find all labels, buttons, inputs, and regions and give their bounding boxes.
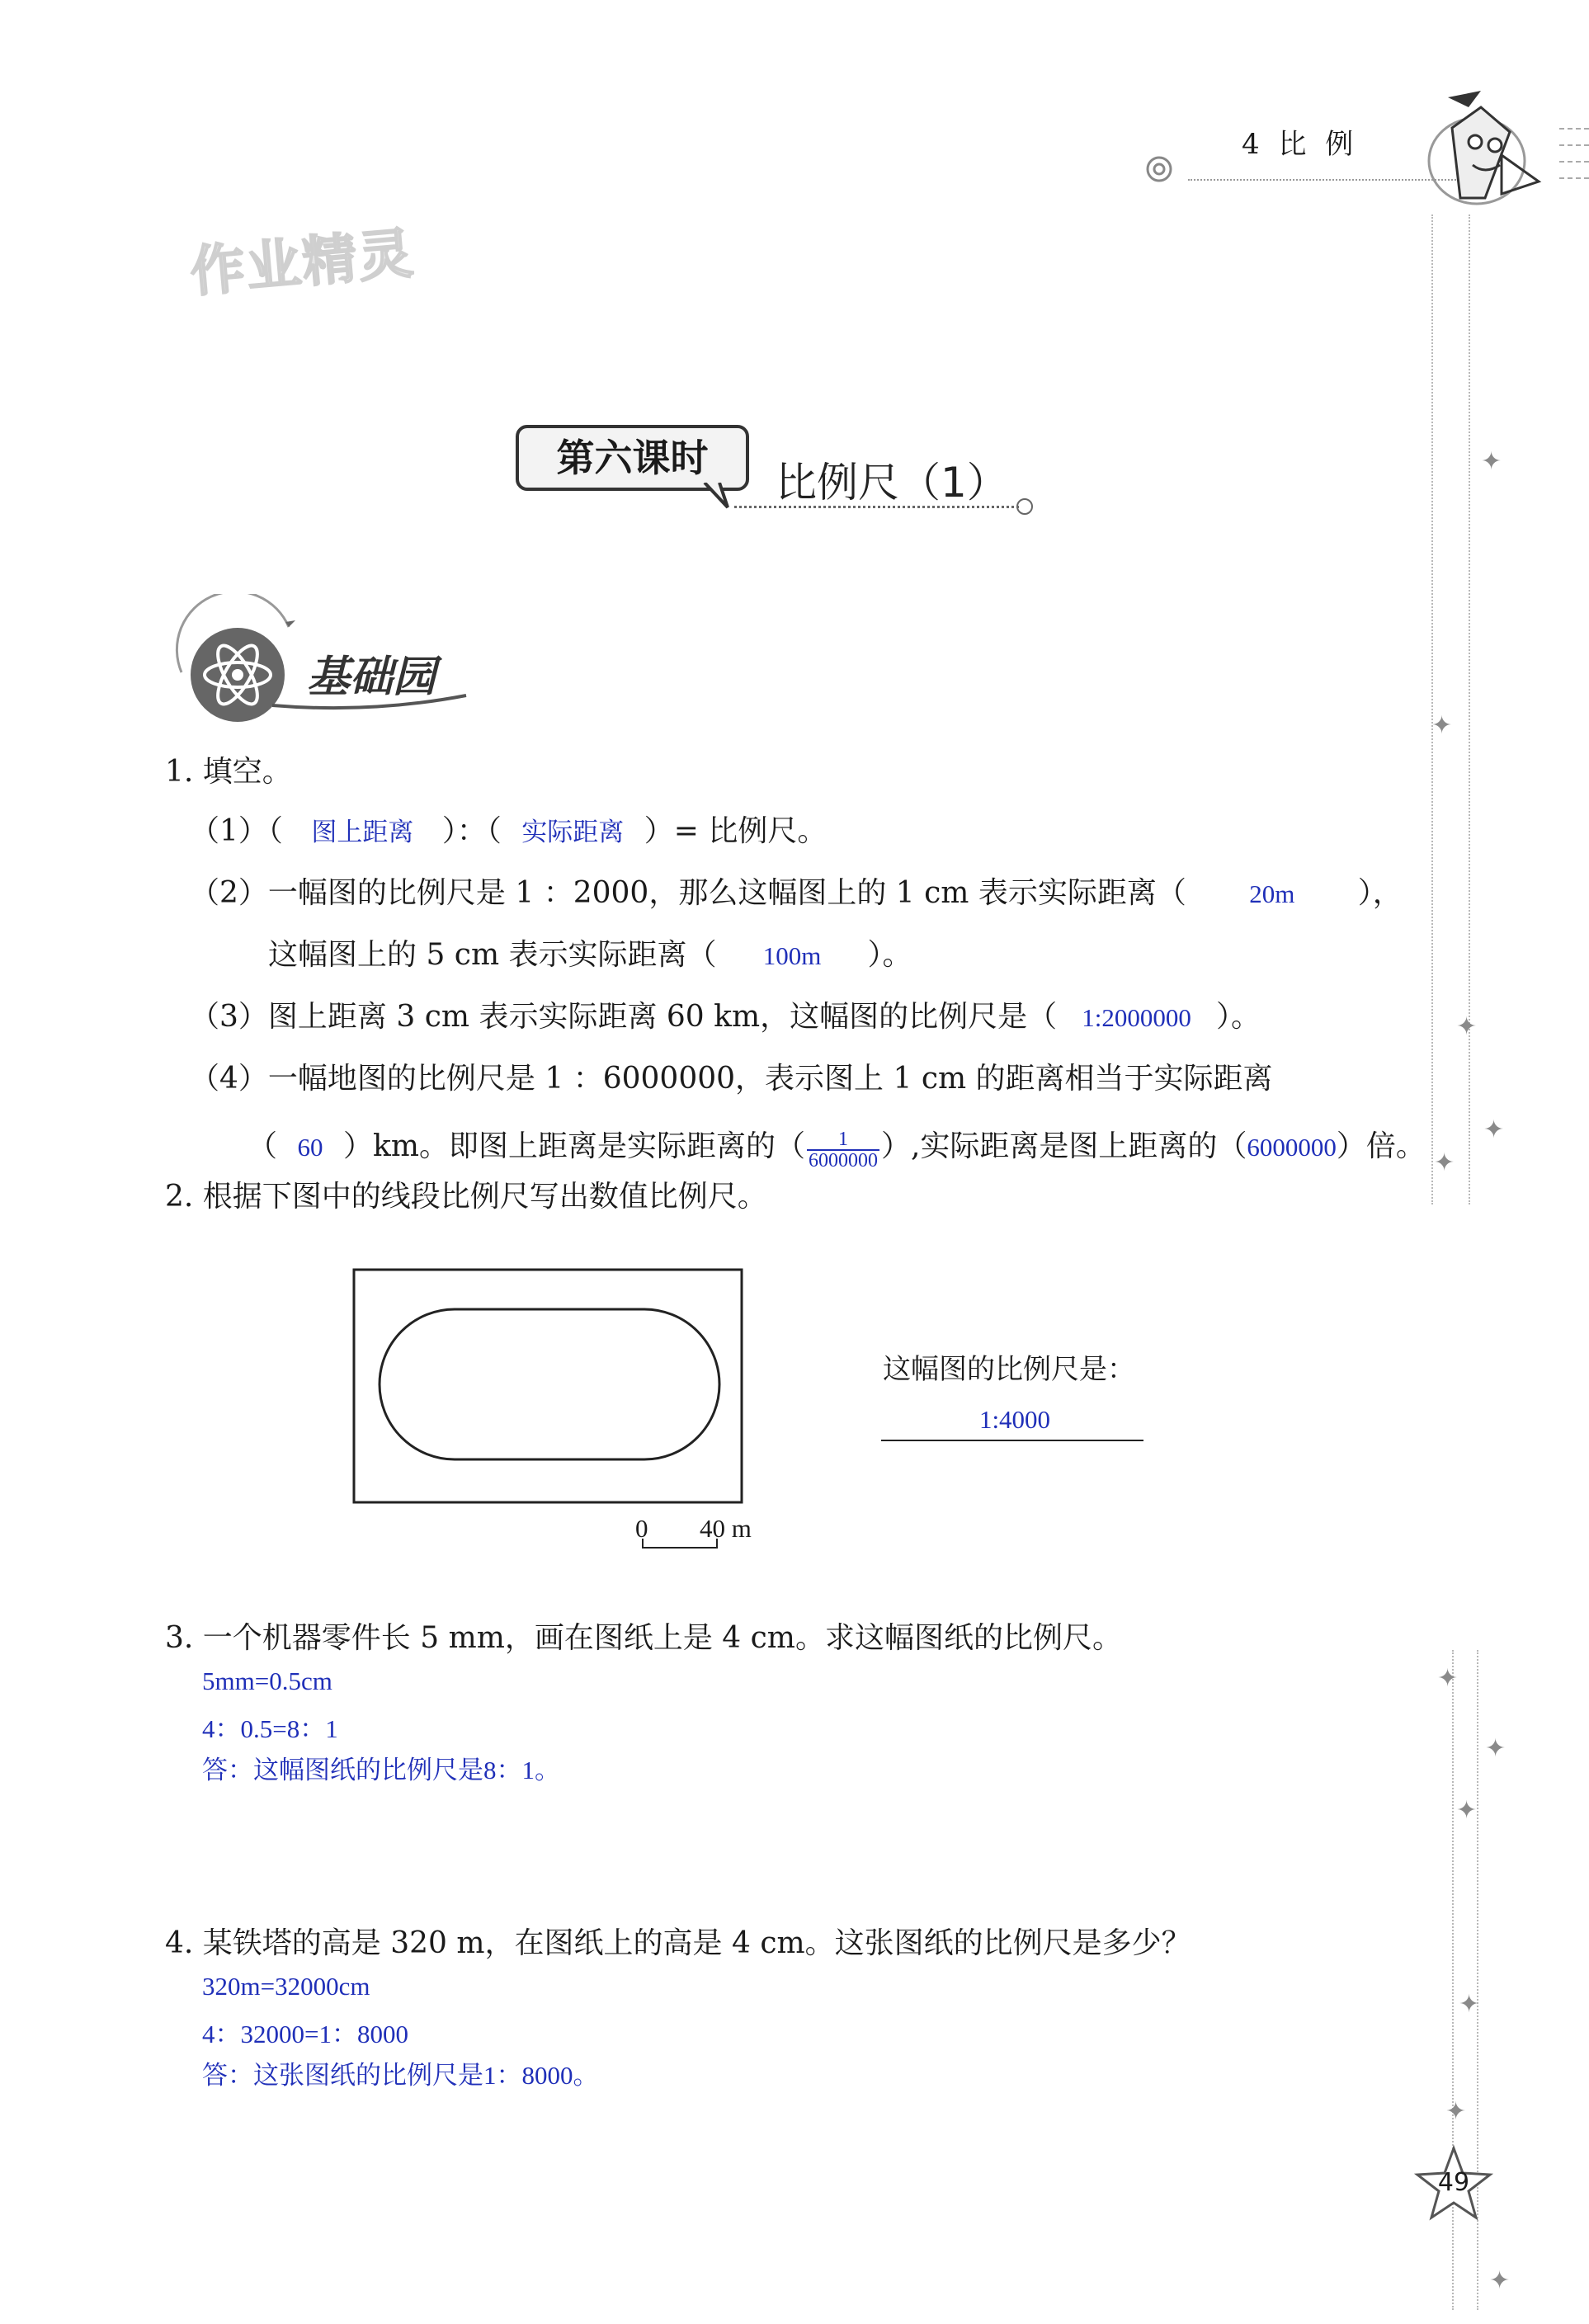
answer-text: 6000000 xyxy=(1247,1132,1337,1162)
q4-work-line: 320m=32000cm xyxy=(202,1972,370,2001)
star-icon: ✦ xyxy=(1434,1148,1455,1177)
section-title: 基础园 xyxy=(307,652,436,702)
lesson-title: 比例尺（1） xyxy=(776,459,1008,507)
q3-title: 3. 一个机器零件长 5 mm，画在图纸上是 4 cm。求这幅图纸的比例尺。 xyxy=(165,1621,1122,1655)
star-icon: ✦ xyxy=(1445,2097,1467,2126)
star-icon: ✦ xyxy=(1456,1012,1478,1041)
q1-title: 1. 填空。 xyxy=(165,755,292,789)
star-icon: ✦ xyxy=(1481,447,1502,476)
star-icon: ✦ xyxy=(1459,1990,1480,2019)
q4-work-line: 4：32000=1：8000 xyxy=(202,2020,408,2048)
star-icon: ✦ xyxy=(1456,1796,1478,1825)
q1-item4-line2: （ 60 ）km。即图上距离是实际距离的（ 1 6000000 ）,实际距离是图上距离的（ 6000000 ）倍。 xyxy=(248,1129,1426,1171)
scale-zero-label: 0 xyxy=(635,1514,648,1543)
star-icon: ✦ xyxy=(1483,1115,1505,1144)
star-icon: ✦ xyxy=(1489,2266,1511,2295)
page-header xyxy=(1139,115,1589,214)
q2-answer: 1:4000 xyxy=(978,1405,1051,1434)
q3-answer-line: 答：这幅图纸的比例尺是8：1。 xyxy=(202,1756,560,1784)
q1-item1: （1）（ 图上距离 ）：（ 实际距离 ）= 比例尺。 xyxy=(190,814,828,848)
q1-item2-line2: 这幅图上的 5 cm 表示实际距离（ 100m ）。 xyxy=(268,938,912,972)
q2-answer-prompt: 这幅图的比例尺是： xyxy=(883,1353,1135,1386)
section-swoosh xyxy=(272,689,470,714)
margin-dotted-line xyxy=(1431,214,1433,1204)
q1-item4-line1: （4）一幅地图的比例尺是 1 ：6000000，表示图上 1 cm 的距离相当于实际距离 xyxy=(190,1062,1273,1096)
stadium-diagram xyxy=(351,1266,747,1510)
margin-dotted-line xyxy=(1469,214,1470,1204)
q1-item2-line1: （2）一幅图的比例尺是 1 ：2000，那么这幅图上的 1 cm 表示实际距离（ 20m ）， xyxy=(190,876,1403,910)
watermark-logo: 作业精灵 xyxy=(187,221,417,304)
star-icon: ✦ xyxy=(1437,1664,1459,1693)
q4-title: 4. 某铁塔的高是 320 m，在图纸上的高是 4 cm。这张图纸的比例尺是多少？ xyxy=(165,1926,1191,1960)
q3-work-line: 5mm=0.5cm xyxy=(202,1666,332,1695)
answer-text: 实际距离 xyxy=(521,818,625,846)
scale-length-label: 40 m xyxy=(700,1514,752,1543)
swirl-ornament-icon xyxy=(1139,148,1188,190)
title-underline xyxy=(734,506,1019,508)
chapter-label: 4 比 例 xyxy=(1242,128,1359,161)
q1-item3: （3）图上距离 3 cm 表示实际距离 60 km，这幅图的比例尺是（ 1:2000000 ）。 xyxy=(190,1000,1261,1034)
answer-text: 20m xyxy=(1249,879,1295,908)
linear-scale xyxy=(635,1514,752,1559)
lesson-badge-label: 第六课时 xyxy=(556,436,709,480)
page-number: 49 xyxy=(1437,2168,1470,2197)
q3-work-line: 4：0.5=8：1 xyxy=(202,1714,338,1743)
answer-text: 1:2000000 xyxy=(1082,1003,1191,1032)
star-icon: ✦ xyxy=(1485,1734,1506,1763)
answer-text: 60 xyxy=(297,1132,323,1162)
pencil-mascot-icon xyxy=(1403,82,1551,214)
answer-text: 图上距离 xyxy=(311,818,414,846)
answer-text: 100m xyxy=(762,941,822,970)
q4-answer-line: 答：这张图纸的比例尺是1：8000。 xyxy=(202,2061,599,2090)
answer-line xyxy=(881,1440,1143,1441)
badge-pointer-icon xyxy=(703,483,736,511)
star-icon: ✦ xyxy=(1431,711,1453,740)
fraction-answer: 1 6000000 xyxy=(808,1129,878,1171)
q2-title: 2. 根据下图中的线段比例尺写出数值比例尺。 xyxy=(165,1180,767,1214)
lesson-badge xyxy=(516,425,749,491)
